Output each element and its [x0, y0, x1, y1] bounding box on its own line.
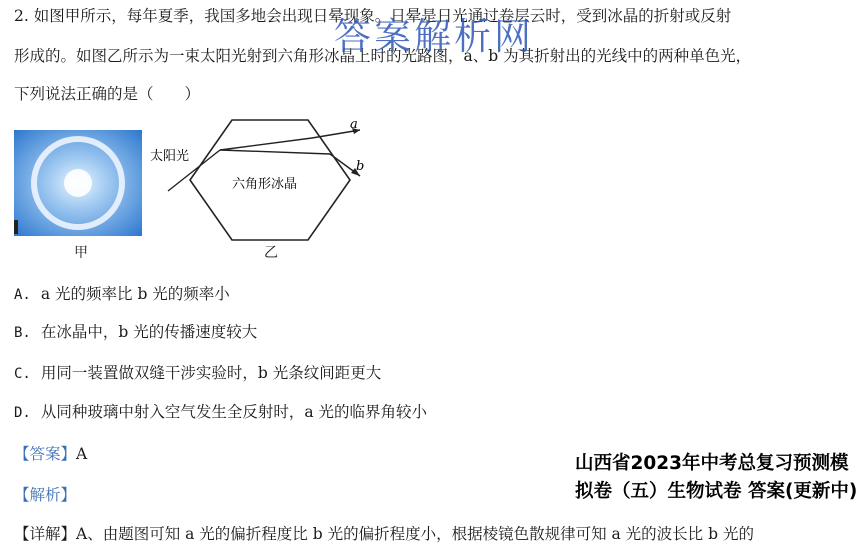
watermark: 答案解析网	[334, 15, 534, 58]
option-b-letter: B.	[14, 325, 31, 341]
answer-value: A	[76, 445, 88, 463]
answer-label: 【答案】	[14, 445, 77, 463]
detail-text: A、由题图可知 a 光的偏折程度比 b 光的偏折程度小，根据棱镜色散规律可知 a 光的波长比 b 光的	[76, 525, 754, 543]
question-line-2: 形成的。如图乙所示为一束太阳光射到六角形冰晶上时的光路图，a、b 为其折射出的光线中的两种单色光，	[14, 47, 752, 65]
halo-photo	[14, 130, 142, 236]
question-line-3: 下列说法正确的是（ ）	[14, 85, 201, 103]
option-a-text: a 光的频率比 b 光的频率小	[40, 285, 230, 303]
label-ray-b: b	[356, 159, 365, 174]
option-d-text: 从同种玻璃中射入空气发生全反射时，a 光的临界角较小	[40, 403, 428, 421]
caption-left: 甲	[74, 245, 88, 261]
ray-diagram	[150, 118, 390, 248]
option-c-text: 用同一装置做双缝干涉实验时，b 光条纹间距更大	[40, 364, 382, 382]
analysis-line	[14, 483, 76, 505]
option-a	[14, 282, 230, 304]
option-b	[14, 320, 257, 342]
label-sunlight: 太阳光	[150, 149, 190, 164]
option-d-letter: D.	[14, 405, 31, 421]
analysis-label: 【解析】	[14, 486, 77, 504]
label-crystal: 六角形冰晶	[232, 177, 298, 192]
option-a-letter: A.	[14, 287, 31, 303]
option-b-text: 在冰晶中，b 光的传播速度较大	[40, 323, 258, 341]
answer-line	[14, 442, 87, 464]
promo-banner[interactable]: 山西省2023年中考总复习预测模拟卷（五）生物试卷 答案(更新中)	[575, 450, 863, 506]
detail-label: 【详解】	[14, 525, 77, 543]
option-d	[14, 400, 427, 422]
question-line-1: 2. 如图甲所示，每年夏季，我国多地会出现日晕现象。日晕是日光通过卷层云时，受到冰晶的折射或反射	[14, 7, 732, 25]
option-c	[14, 361, 381, 383]
detail-line	[14, 522, 754, 544]
label-ray-a: a	[350, 118, 358, 132]
option-c-letter: C.	[14, 366, 31, 382]
caption-right: 乙	[264, 245, 278, 261]
